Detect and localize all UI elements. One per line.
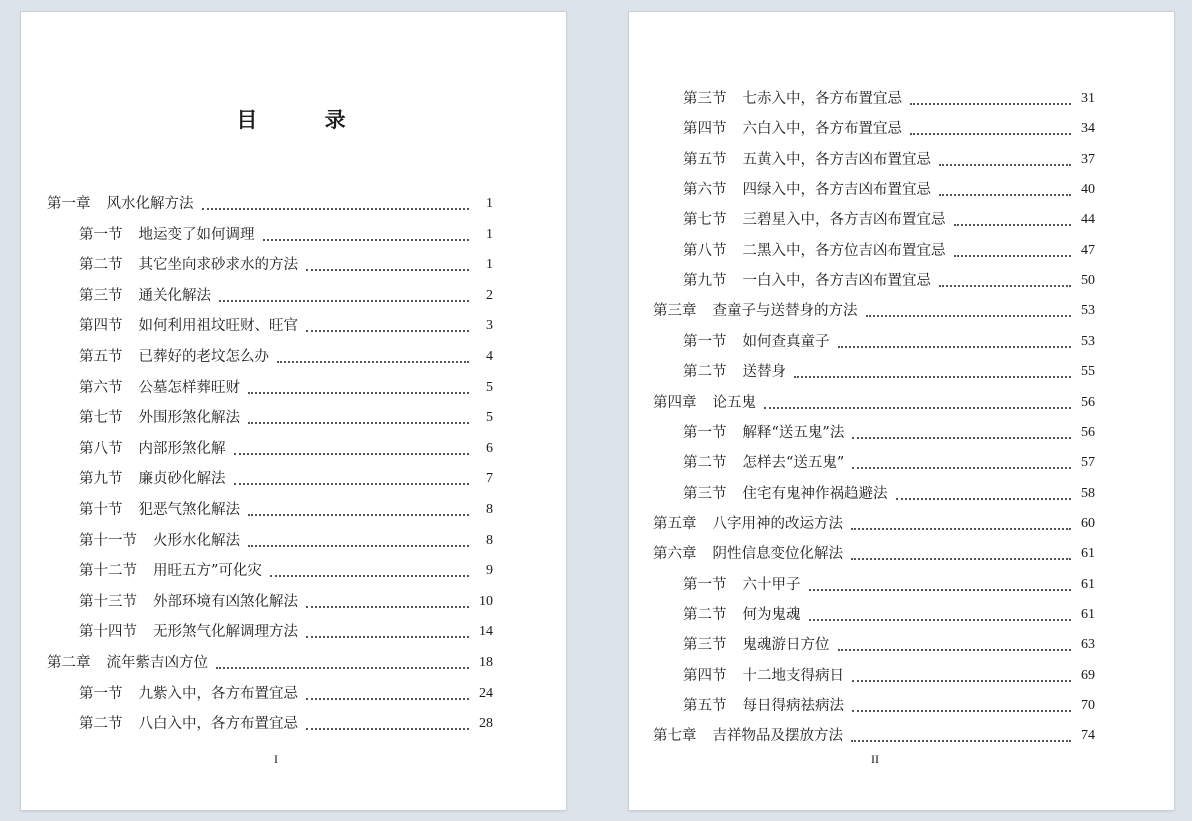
toc-dot-leader — [306, 636, 469, 638]
toc-entry-title: 如何利用祖坟旺财、旺官 — [138, 318, 298, 335]
toc-page-number: 55 — [1081, 364, 1095, 380]
toc-page-number: 57 — [1081, 455, 1095, 471]
toc-dot-leader — [277, 361, 469, 363]
toc-page-number: 18 — [479, 655, 493, 670]
toc-entry-number: 第三节 — [683, 485, 727, 502]
toc-dot-leader — [910, 103, 1071, 105]
toc-page-left — [21, 12, 566, 810]
toc-page-number: 56 — [1081, 394, 1095, 410]
toc-page-number: 61 — [1081, 606, 1095, 622]
toc-section-entry — [683, 87, 1095, 109]
toc-dot-leader — [306, 698, 469, 700]
toc-page-number: 34 — [1081, 121, 1095, 137]
toc-page-number: 8 — [486, 502, 493, 517]
toc-entry-title: 解释“送五鬼”法 — [742, 424, 845, 441]
toc-page-number: 60 — [1081, 515, 1095, 531]
toc-entry-number: 第十二节 — [79, 563, 137, 580]
toc-entry-title: 六十甲子 — [742, 576, 801, 593]
toc-entry-title: 用旺五方”可化灾 — [153, 563, 262, 580]
toc-page-number: 3 — [486, 318, 493, 334]
toc-section-entry — [683, 633, 1095, 655]
toc-entry-title: 五黄入中，各方吉凶布置宜忌 — [742, 151, 931, 168]
toc-entry-number: 第三节 — [79, 287, 123, 304]
toc-dot-leader — [852, 467, 1071, 469]
toc-entry-title: 二黑入中，各方位吉凶布置宜忌 — [742, 242, 946, 259]
toc-dot-leader — [838, 649, 1072, 651]
toc-dot-leader — [954, 255, 1072, 257]
toc-chapter-entry — [653, 542, 1095, 564]
toc-entry-number: 第二节 — [683, 606, 727, 623]
toc-page-number: 56 — [1081, 424, 1095, 440]
toc-section-entry — [683, 360, 1095, 382]
toc-section-entry — [79, 314, 493, 336]
toc-section-entry — [79, 682, 493, 704]
toc-chapter-entry — [47, 651, 493, 673]
toc-entry-title: 鬼魂游日方位 — [742, 637, 830, 654]
toc-dot-leader — [764, 407, 1071, 409]
toc-page-number: 40 — [1081, 182, 1095, 198]
toc-section-entry — [79, 437, 493, 459]
toc-page-number: 63 — [1081, 637, 1095, 653]
toc-dot-leader — [216, 667, 469, 669]
toc-entry-title: 每日得病祛病法 — [742, 698, 844, 714]
toc-dot-leader — [270, 575, 469, 577]
toc-section-entry — [79, 590, 493, 612]
toc-entry-number: 第十三节 — [79, 593, 137, 610]
toc-dot-leader — [852, 710, 1071, 712]
toc-entry-title: 通关化解法 — [138, 287, 211, 304]
toc-dot-leader — [939, 285, 1071, 287]
toc-dot-leader — [896, 498, 1072, 500]
toc-dot-leader — [910, 133, 1071, 135]
toc-entry-number: 第一节 — [79, 226, 123, 243]
toc-dot-leader — [809, 619, 1072, 621]
toc-entry-number: 第七节 — [683, 212, 727, 229]
toc-dot-leader — [219, 300, 469, 302]
toc-page-number: 7 — [486, 471, 493, 487]
toc-dot-leader — [954, 224, 1072, 226]
toc-entry-title: 外围形煞化解法 — [138, 410, 240, 427]
toc-entry-title: 六白入中，各方布置宜忌 — [742, 121, 902, 138]
toc-entry-number: 第四节 — [683, 667, 727, 684]
toc-page-number: 28 — [479, 716, 493, 732]
toc-chapter-entry — [47, 192, 493, 214]
toc-entry-title: 论五鬼 — [712, 394, 756, 411]
toc-section-entry — [683, 239, 1095, 261]
toc-page-number: 61 — [1081, 576, 1095, 592]
toc-entry-number: 第一节 — [79, 685, 123, 702]
toc-dot-leader — [306, 728, 469, 730]
toc-entry-title: 吉祥物品及摆放方法 — [712, 728, 843, 745]
toc-entry-number: 第二节 — [79, 716, 123, 733]
toc-entry-title: 何为鬼魂 — [742, 606, 801, 623]
toc-entry-title: 怎样去“送五鬼” — [742, 455, 845, 472]
toc-page-number: 53 — [1081, 303, 1095, 319]
toc-page-number: 70 — [1081, 698, 1095, 713]
toc-page-number: 31 — [1081, 91, 1095, 106]
page-folio: I — [274, 752, 278, 766]
toc-entry-number: 第九节 — [79, 471, 123, 488]
page-folio: II — [871, 752, 879, 766]
toc-page-number: 5 — [486, 379, 493, 395]
toc-section-entry — [683, 694, 1095, 716]
toc-section-entry — [79, 620, 493, 642]
toc-section-entry — [79, 498, 493, 520]
toc-page-number: 10 — [479, 593, 493, 609]
toc-section-entry — [79, 253, 493, 275]
toc-dot-leader — [306, 330, 469, 332]
toc-entry-number: 第十节 — [79, 502, 123, 518]
toc-page-number: 61 — [1081, 546, 1095, 562]
toc-page-number: 24 — [479, 685, 493, 701]
toc-entry-number: 第三节 — [683, 91, 727, 107]
toc-entry-title: 送替身 — [742, 364, 786, 381]
toc-page-number: 4 — [486, 349, 493, 364]
toc-entry-number: 第四节 — [683, 121, 727, 138]
toc-entry-title: 八白入中，各方布置宜忌 — [138, 716, 298, 733]
toc-dot-leader — [852, 437, 1071, 439]
toc-dot-leader — [809, 589, 1072, 591]
toc-entry-title: 查童子与送替身的方法 — [712, 303, 858, 320]
toc-section-entry — [683, 117, 1095, 139]
toc-dot-leader — [866, 315, 1072, 317]
toc-page-number: 47 — [1081, 242, 1095, 258]
page-title: 目 录 — [236, 107, 376, 132]
toc-entry-number: 第一节 — [683, 333, 727, 350]
toc-entry-title: 七赤入中，各方布置宜忌 — [742, 91, 902, 107]
toc-dot-leader — [306, 606, 469, 608]
toc-page-number: 6 — [486, 440, 493, 456]
toc-entry-title: 内部形煞化解 — [138, 440, 226, 457]
toc-list-right — [629, 12, 1174, 810]
toc-entry-number: 第三节 — [683, 637, 727, 654]
toc-entry-title: 八字用神的改运方法 — [712, 515, 843, 532]
toc-page-number: 69 — [1081, 667, 1095, 683]
toc-dot-leader — [234, 483, 470, 485]
toc-entry-title: 一白入中，各方吉凶布置宜忌 — [742, 273, 931, 290]
toc-entry-title: 犯恶气煞化解法 — [138, 502, 240, 518]
toc-page-number: 44 — [1081, 212, 1095, 228]
toc-chapter-entry — [653, 724, 1095, 746]
toc-entry-title: 如何查真童子 — [742, 333, 830, 350]
toc-entry-number: 第五节 — [79, 349, 123, 365]
toc-page-number: 1 — [486, 196, 493, 211]
toc-entry-title: 流年紫吉凶方位 — [106, 655, 208, 671]
toc-page-number: 50 — [1081, 273, 1095, 289]
toc-page-number: 1 — [486, 257, 493, 273]
toc-page-number: 9 — [486, 563, 493, 579]
toc-entry-number: 第四章 — [653, 394, 697, 411]
toc-entry-number: 第八节 — [79, 440, 123, 457]
toc-dot-leader — [248, 422, 469, 424]
toc-dot-leader — [851, 740, 1071, 742]
toc-entry-number: 第六节 — [683, 182, 727, 199]
toc-entry-number: 第七节 — [79, 410, 123, 427]
toc-section-entry — [79, 559, 493, 581]
toc-section-entry — [683, 148, 1095, 170]
toc-list-left — [21, 12, 566, 810]
toc-dot-leader — [939, 194, 1071, 196]
toc-section-entry — [683, 603, 1095, 625]
toc-entry-number: 第六章 — [653, 546, 697, 563]
toc-page-number: 5 — [486, 410, 493, 426]
toc-section-entry — [683, 330, 1095, 352]
toc-dot-leader — [248, 545, 469, 547]
toc-entry-title: 三碧星入中，各方吉凶布置宜忌 — [742, 212, 946, 229]
toc-dot-leader — [248, 392, 469, 394]
toc-entry-title: 住宅有鬼神作祸趋避法 — [742, 485, 888, 502]
toc-entry-number: 第二章 — [47, 655, 91, 671]
toc-entry-number: 第二节 — [683, 364, 727, 381]
toc-entry-number: 第七章 — [653, 728, 697, 745]
toc-entry-title: 风水化解方法 — [106, 196, 194, 212]
toc-entry-number: 第一节 — [683, 424, 727, 441]
toc-entry-number: 第十一节 — [79, 532, 137, 549]
toc-chapter-entry — [653, 299, 1095, 321]
toc-section-entry — [683, 451, 1095, 473]
toc-dot-leader — [794, 376, 1071, 378]
toc-dot-leader — [306, 269, 469, 271]
toc-entry-title: 火形水化解法 — [153, 532, 240, 549]
toc-dot-leader — [263, 239, 470, 241]
toc-section-entry — [683, 573, 1095, 595]
toc-dot-leader — [202, 208, 470, 210]
toc-entry-title: 地运变了如何调理 — [138, 226, 255, 243]
toc-entry-number: 第十四节 — [79, 624, 137, 641]
toc-section-entry — [79, 223, 493, 245]
toc-section-entry — [79, 284, 493, 306]
toc-entry-title: 阴性信息变位化解法 — [712, 546, 843, 563]
toc-entry-title: 外部环境有凶煞化解法 — [153, 593, 298, 610]
toc-entry-title: 公墓怎样葬旺财 — [138, 379, 240, 396]
toc-section-entry — [79, 529, 493, 551]
toc-dot-leader — [838, 346, 1072, 348]
toc-entry-number: 第三章 — [653, 303, 697, 320]
toc-entry-number: 第五章 — [653, 515, 697, 532]
toc-entry-number: 第二节 — [683, 455, 727, 472]
toc-section-entry — [683, 482, 1095, 504]
toc-chapter-entry — [653, 512, 1095, 534]
toc-dot-leader — [852, 680, 1071, 682]
toc-page-number: 58 — [1081, 485, 1095, 501]
toc-entry-title: 廉贞砂化解法 — [138, 471, 226, 488]
toc-section-entry — [79, 406, 493, 428]
toc-entry-title: 十二地支得病日 — [742, 667, 844, 684]
toc-page-number: 53 — [1081, 333, 1095, 349]
toc-section-entry — [683, 208, 1095, 230]
toc-page-number: 8 — [486, 532, 493, 548]
toc-page-right — [629, 12, 1174, 810]
toc-entry-number: 第一节 — [683, 576, 727, 593]
toc-entry-number: 第二节 — [79, 257, 123, 274]
toc-chapter-entry — [653, 391, 1095, 413]
toc-dot-leader — [851, 558, 1071, 560]
toc-entry-number: 第一章 — [47, 196, 91, 212]
toc-dot-leader — [851, 528, 1071, 530]
toc-page-number: 37 — [1081, 151, 1095, 167]
toc-page-number: 14 — [479, 624, 493, 640]
toc-entry-title: 无形煞气化解调理方法 — [153, 624, 298, 641]
toc-entry-number: 第五节 — [683, 698, 727, 714]
toc-entry-number: 第五节 — [683, 151, 727, 168]
toc-entry-title: 四绿入中，各方吉凶布置宜忌 — [742, 182, 931, 199]
toc-section-entry — [79, 376, 493, 398]
toc-entry-number: 第四节 — [79, 318, 123, 335]
toc-dot-leader — [939, 164, 1071, 166]
toc-entry-number: 第九节 — [683, 273, 727, 290]
toc-page-number: 2 — [486, 287, 493, 303]
toc-entry-title: 九紫入中，各方布置宜忌 — [138, 685, 298, 702]
toc-page-number: 1 — [486, 226, 493, 242]
toc-dot-leader — [234, 453, 470, 455]
toc-section-entry — [683, 269, 1095, 291]
toc-dot-leader — [248, 514, 469, 516]
toc-page-number: 74 — [1081, 728, 1095, 744]
toc-section-entry — [79, 345, 493, 367]
toc-entry-number: 第八节 — [683, 242, 727, 259]
toc-section-entry — [683, 421, 1095, 443]
toc-section-entry — [79, 467, 493, 489]
toc-section-entry — [683, 664, 1095, 686]
toc-section-entry — [79, 712, 493, 734]
toc-entry-title: 已葬好的老坟怎么办 — [138, 349, 269, 365]
toc-section-entry — [683, 178, 1095, 200]
toc-entry-number: 第六节 — [79, 379, 123, 396]
toc-entry-title: 其它坐向求砂求水的方法 — [138, 257, 298, 274]
